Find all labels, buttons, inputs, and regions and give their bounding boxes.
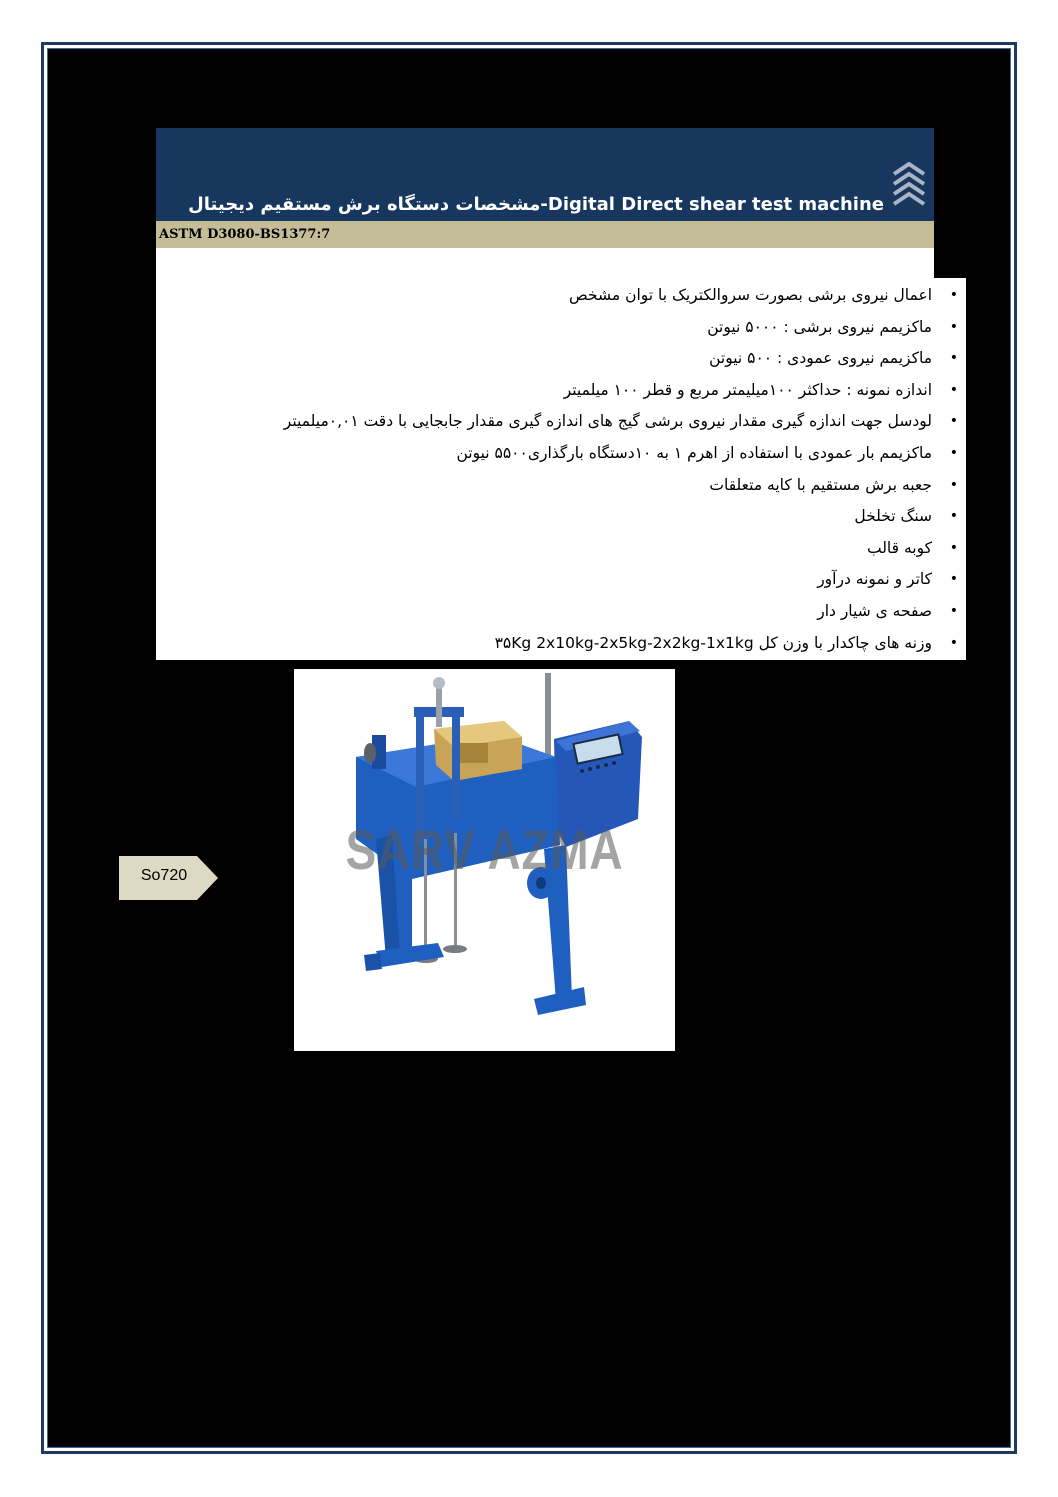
spec-item: • ماکزیمم نیروی عمودی : ۵۰۰ نیوتن: [166, 343, 966, 375]
spec-item: • لودسل جهت اندازه گیری مقدار نیروی برشی گیج های اندازه گیری مقدار جابجایی با دقت ۰,۰۱میلمیتر: [166, 406, 966, 438]
spec-item: • اعمال نیروی برشی بصورت سروالکتریک با توان مشخص: [166, 280, 966, 312]
spec-item: • ماکزیمم بار عمودی با استفاده از اهرم ۱ به ۱۰دستگاه بارگذاری۵۵۰۰ نیوتن: [166, 438, 966, 470]
standard-label: ASTM D3080-BS1377:7: [159, 227, 331, 242]
spec-item: • ماکزیمم نیروی برشی : ۵۰۰۰ نیوتن: [166, 312, 966, 344]
spacer-band: [156, 248, 934, 278]
spec-item: • کوبه قالب: [166, 533, 966, 565]
model-code: So720: [140, 867, 188, 884]
spec-item: • کاتر و نمونه درآور: [166, 564, 966, 596]
title-banner: [156, 128, 934, 221]
chevron-stack-icon: [890, 162, 928, 206]
model-tag: [119, 856, 219, 900]
spec-item: • صفحه ی شیار دار: [166, 596, 966, 628]
spec-list: [166, 280, 966, 659]
spec-item: • اندازه نمونه : حداکثر ۱۰۰میلیمتر مربع و قطر ۱۰۰ میلمیتر: [166, 375, 966, 407]
page-title: مشخصات دستگاه برش مستقیم دیجیتال-Digital Direct shear test machine: [188, 194, 884, 215]
spec-panel: [156, 278, 966, 660]
spec-item: • جعبه برش مستقیم با کایه متعلقات: [166, 470, 966, 502]
spec-item: • سنگ تخلخل: [166, 501, 966, 533]
standard-bar: [156, 221, 934, 248]
product-photo: [294, 669, 675, 1051]
photo-watermark: SARV AZMA: [345, 818, 624, 881]
spec-item: • وزنه های چاکدار با وزن کل ۳۵Kg 2x10kg-2x5kg-2x2kg-1x1kg: [166, 628, 966, 660]
